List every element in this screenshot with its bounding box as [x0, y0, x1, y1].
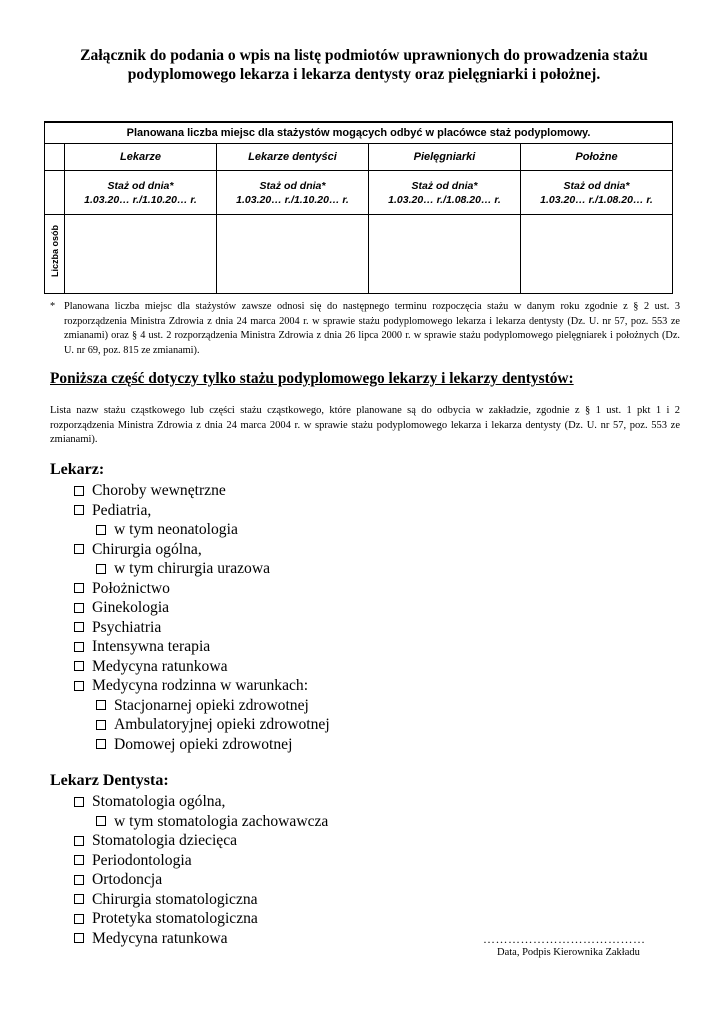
- date-range: 1.03.20… r./1.08.20… r.: [388, 193, 501, 206]
- checklist-item[interactable]: [74, 481, 330, 501]
- checklist-item[interactable]: [74, 618, 330, 638]
- section-heading: Poniższa część dotyczy tylko stażu podyplomowego lekarzy i lekarzy dentystów:: [50, 370, 574, 387]
- corner-cell: [45, 171, 65, 215]
- checklist-item-label: Stacjonarnej opieki zdrowotnej: [114, 696, 309, 714]
- checkbox[interactable]: [74, 933, 84, 943]
- checklist-item[interactable]: [74, 540, 330, 560]
- checklist-item-label: Medycyna ratunkowa: [92, 657, 228, 675]
- checklist-item-label: Stomatologia ogólna,: [92, 793, 226, 810]
- checklist-item[interactable]: [74, 909, 328, 929]
- checkbox[interactable]: [74, 642, 84, 652]
- checkbox[interactable]: [74, 875, 84, 885]
- checklist-item-label: Chirurgia ogólna,: [92, 540, 202, 558]
- dentysta-group-title: Lekarz Dentysta:: [50, 772, 169, 789]
- planned-places-table: [44, 121, 673, 294]
- lekarz-internship-list: [74, 481, 330, 754]
- column-header-lekarze: Lekarze: [65, 144, 217, 171]
- date-cell-lekarze: [65, 171, 217, 215]
- checklist-item-label: Domowej opieki zdrowotnej: [114, 735, 293, 753]
- checklist-item-label: w tym stomatologia zachowawcza: [114, 812, 329, 830]
- checklist-item[interactable]: [74, 870, 328, 890]
- footnote-text: Planowana liczba miejsc dla stażystów zawsze odnosi się do następnego terminu rozpoczęcia stażu w danym roku zgodnie z § 2 ust. 3 rozporządzenia Ministra Zdrowia z dnia 24 marca 2004 r. w sprawie stażu podyplomowego lekarza i lekarza dentysty (Dz. U. nr 57, poz. 553 ze zmianami) oraz § 4 ust. 2 rozporządzenia Ministra Zdrowia z dnia 26 lipca 2000 r. w sprawie stażu podyplomowego pielęgniarek i położnych (Dz. U. nr 69, poz. 815 ze zmianami).: [64, 301, 680, 356]
- checkbox[interactable]: [74, 603, 84, 613]
- checklist-item[interactable]: [74, 579, 330, 599]
- column-header-pielegniarki: Pielęgniarki: [369, 144, 521, 171]
- intro-paragraph: Lista nazw stażu cząstkowego lub części stażu cząstkowego, które planowane są do odbycia w zakładzie, zgodnie z § 1 ust. 1 pkt 1 i 2 rozporządzenia Ministra Zdrowia z dnia 24 marca 2004 r. w sprawie stażu podyplomowego lekarza i lekarza dentysty (Dz. U. nr 57, poz. 553 ze zmianami).: [50, 405, 680, 445]
- checklist-item[interactable]: [74, 890, 328, 910]
- checklist-item[interactable]: [74, 520, 330, 540]
- dentysta-internship-list: [74, 792, 328, 948]
- date-range: 1.03.20… r./1.10.20… r.: [84, 193, 197, 206]
- document-title: [40, 46, 688, 84]
- checklist-item[interactable]: [74, 501, 330, 521]
- checkbox[interactable]: [74, 914, 84, 924]
- checklist-item[interactable]: [74, 676, 330, 696]
- checklist-item-label: Chirurgia stomatologiczna: [92, 890, 258, 908]
- checklist-item[interactable]: [74, 637, 330, 657]
- checklist-item[interactable]: [74, 696, 330, 716]
- footnote-marker: *: [50, 301, 56, 312]
- checkbox[interactable]: [74, 486, 84, 496]
- count-field-pielegniarki[interactable]: [369, 215, 521, 294]
- checklist-item-label: Pediatria,: [92, 501, 152, 519]
- checklist-item-label: Stomatologia dziecięca: [92, 832, 238, 849]
- count-field-lekarze-dentysci[interactable]: [217, 215, 369, 294]
- corner-cell: [45, 144, 65, 171]
- checkbox[interactable]: [96, 700, 106, 710]
- date-cell-pielegniarki: [369, 171, 521, 215]
- date-label: Staż od dnia*: [107, 179, 174, 192]
- checkbox[interactable]: [74, 583, 84, 593]
- checkbox[interactable]: [74, 855, 84, 865]
- checklist-item-label: Choroby wewnętrzne: [92, 482, 226, 499]
- checklist-item-label: Ortodoncja: [92, 871, 163, 888]
- checkbox[interactable]: [74, 836, 84, 846]
- checklist-item[interactable]: [74, 792, 328, 812]
- row-label-liczba-osob: Liczba osób: [49, 225, 60, 278]
- checklist-item-label: Psychiatria: [92, 618, 162, 636]
- row-label-cell: [45, 215, 65, 294]
- date-range: 1.03.20… r./1.10.20… r.: [236, 193, 349, 206]
- checklist-item[interactable]: [74, 657, 330, 677]
- checkbox[interactable]: [96, 739, 106, 749]
- signature-label: Data, Podpis Kierownika Zakładu: [497, 947, 640, 958]
- checklist-item[interactable]: [74, 929, 328, 949]
- checkbox[interactable]: [96, 564, 106, 574]
- footnote: [50, 300, 680, 358]
- checkbox[interactable]: [74, 797, 84, 807]
- checklist-item[interactable]: [74, 851, 328, 871]
- count-field-polozne[interactable]: [521, 215, 673, 294]
- checkbox[interactable]: [96, 525, 106, 535]
- checklist-item[interactable]: [74, 559, 330, 579]
- checkbox[interactable]: [74, 681, 84, 691]
- checkbox[interactable]: [74, 894, 84, 904]
- checklist-item[interactable]: [74, 812, 328, 832]
- checklist-item[interactable]: [74, 735, 330, 755]
- date-label: Staż od dnia*: [411, 179, 478, 192]
- checkbox[interactable]: [74, 505, 84, 515]
- column-header-polozne: Położne: [521, 144, 673, 171]
- checkbox[interactable]: [96, 720, 106, 730]
- title-line-2: podyplomowego lekarza i lekarza dentysty oraz pielęgniarki i położnej.: [127, 66, 601, 83]
- lekarz-group-title: Lekarz:: [50, 461, 105, 478]
- checklist-item-label: Ambulatoryjnej opieki zdrowotnej: [114, 716, 330, 733]
- checklist-item[interactable]: [74, 598, 330, 618]
- checklist-item-label: Położnictwo: [92, 579, 170, 597]
- checkbox[interactable]: [96, 816, 106, 826]
- checkbox[interactable]: [74, 544, 84, 554]
- date-cell-polozne: [521, 171, 673, 215]
- checklist-item-label: Ginekologia: [92, 599, 170, 616]
- checklist-item-label: Intensywna terapia: [92, 638, 211, 655]
- table-header: Planowana liczba miejsc dla stażystów mogących odbyć w placówce staż podyplomowy.: [45, 122, 673, 144]
- checkbox[interactable]: [74, 622, 84, 632]
- checklist-item-label: Periodontologia: [92, 851, 192, 869]
- column-header-lekarze-dentysci: Lekarze dentyści: [217, 144, 369, 171]
- checklist-item-label: w tym chirurgia urazowa: [114, 560, 271, 577]
- checklist-item[interactable]: [74, 831, 328, 851]
- count-field-lekarze[interactable]: [65, 215, 217, 294]
- date-label: Staż od dnia*: [259, 179, 326, 192]
- date-range: 1.03.20… r./1.08.20… r.: [540, 193, 653, 206]
- checklist-item-label: Protetyka stomatologiczna: [92, 910, 258, 927]
- checkbox[interactable]: [74, 661, 84, 671]
- date-cell-lekarze-dentysci: [217, 171, 369, 215]
- title-line-1: Załącznik do podania o wpis na listę podmiotów uprawnionych do prowadzenia stażu: [80, 47, 648, 64]
- date-label: Staż od dnia*: [563, 179, 630, 192]
- checklist-item[interactable]: [74, 715, 330, 735]
- checklist-item-label: w tym neonatologia: [114, 521, 238, 538]
- checklist-item-label: Medycyna ratunkowa: [92, 929, 228, 947]
- signature-line[interactable]: …………………………………: [483, 932, 646, 946]
- checklist-item-label: Medycyna rodzinna w warunkach:: [92, 677, 309, 694]
